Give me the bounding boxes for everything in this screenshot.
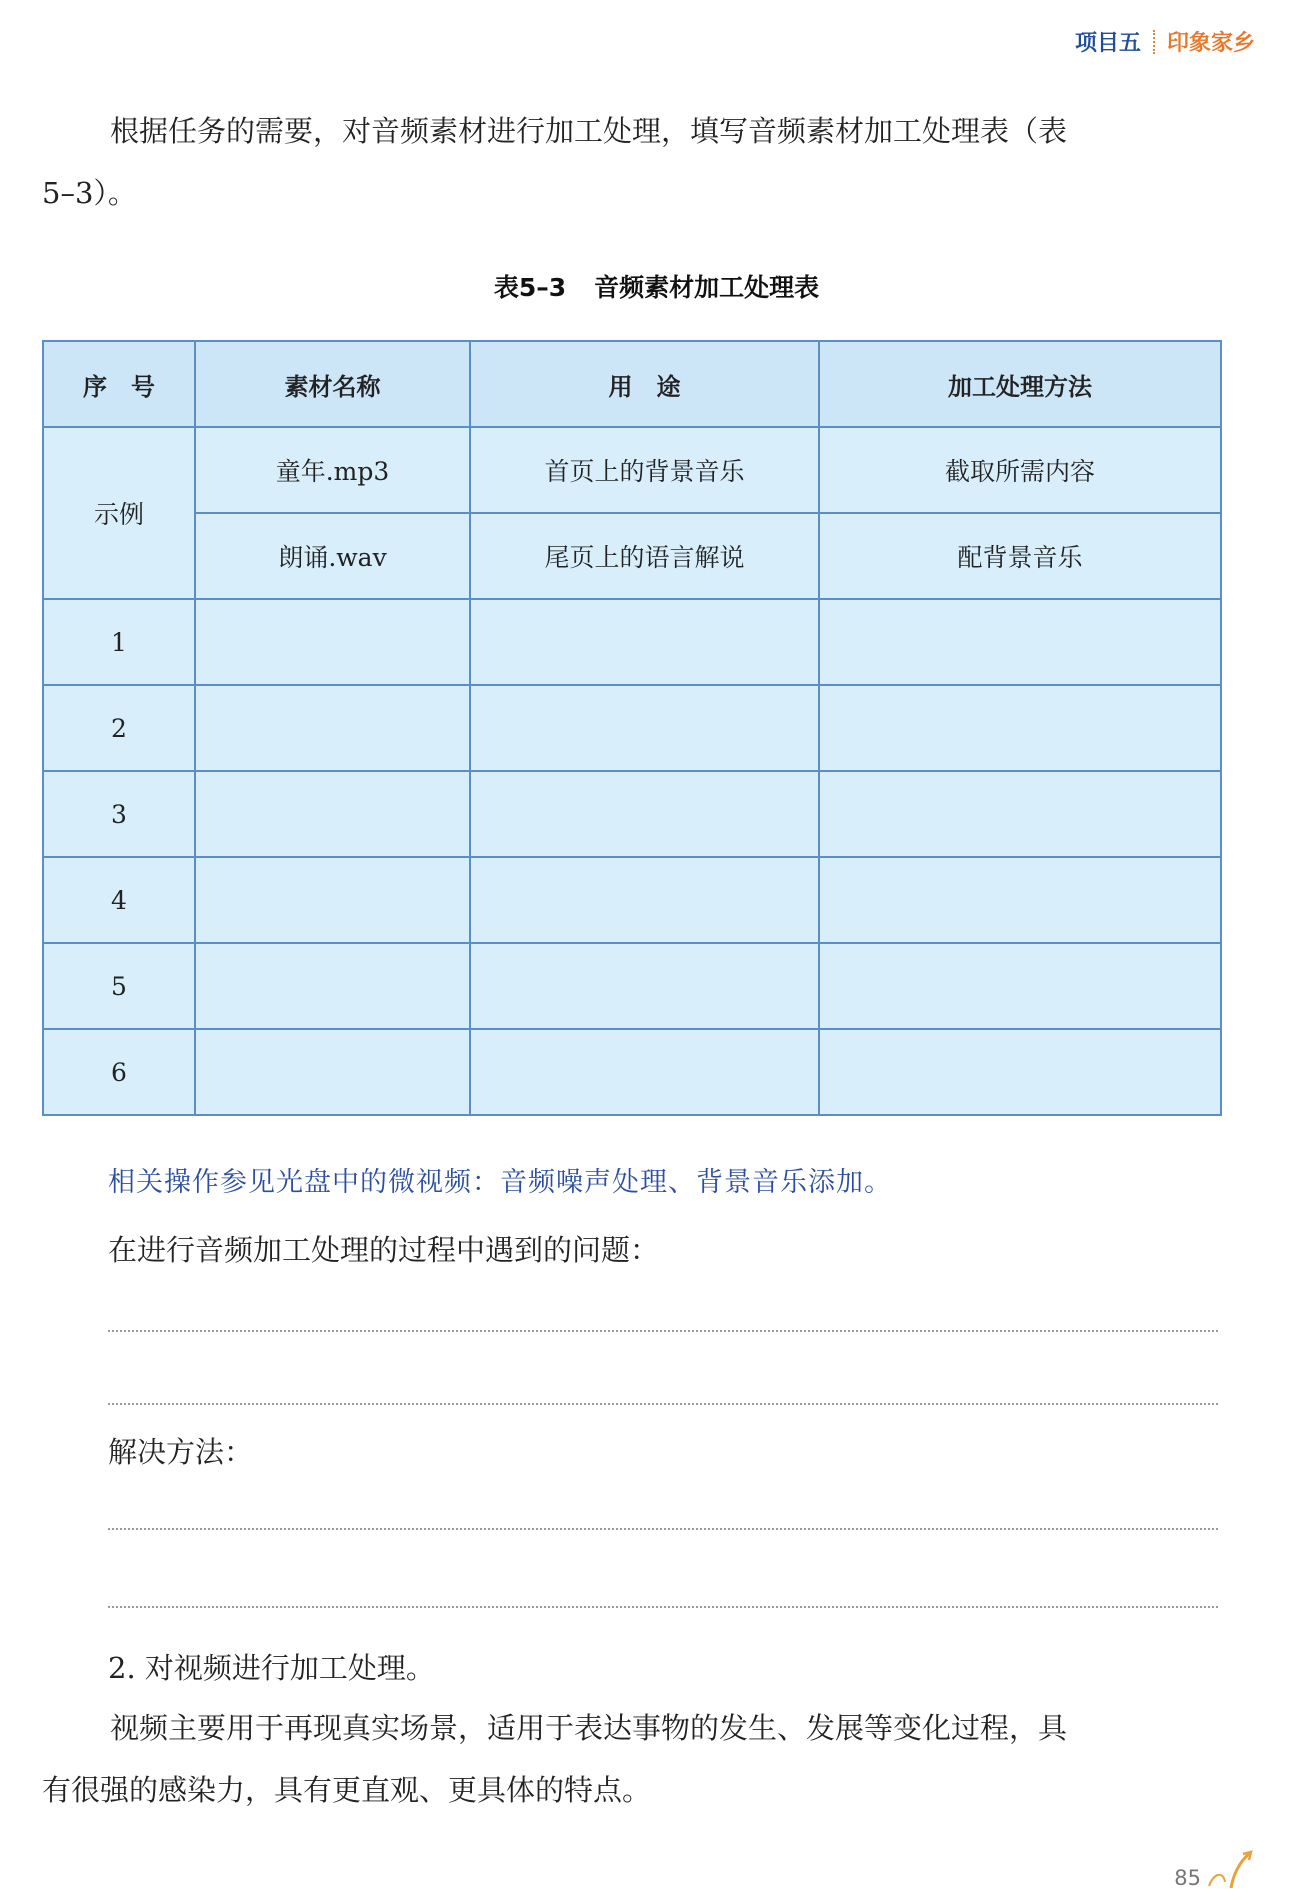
example-label: 示例 [43,427,195,599]
table-row [43,513,1221,599]
page-number: 85 [1174,1866,1201,1890]
blank-cell[interactable] [470,599,819,685]
section-2-line-1: 视频主要用于再现真实场景，适用于表达事物的发生、发展等变化过程，具 [110,1711,1068,1745]
intro-line-1: 根据任务的需要，对音频素材进行加工处理，填写音频素材加工处理表（表 [110,114,1068,148]
header-project: 项目五 [1074,31,1141,56]
header-theme: 印象家乡 [1166,31,1255,56]
solution-label: 解决方法： [108,1435,254,1469]
problems-label: 在进行音频加工处理的过程中遇到的问题： [108,1233,660,1267]
table-row [43,685,1221,771]
blank-cell[interactable] [470,771,819,857]
cell-name: 童年.mp3 [195,427,470,513]
intro-paragraph [42,100,1232,224]
video-reference-note: 相关操作参见光盘中的微视频：音频噪声处理、背景音乐添加。 [108,1167,892,1198]
blank-cell[interactable] [819,857,1221,943]
table-row [43,599,1221,685]
blank-cell[interactable] [195,857,470,943]
cell-method: 配背景音乐 [819,513,1221,599]
table-row [43,857,1221,943]
row-index: 1 [43,599,195,685]
blank-cell[interactable] [819,943,1221,1029]
intro-line-2: 5–3）。 [42,176,137,210]
blank-cell[interactable] [470,685,819,771]
header-material-name: 素材名称 [195,341,470,427]
page-arrow-icon [1203,1848,1257,1890]
answer-line[interactable] [108,1403,1218,1405]
blank-cell[interactable] [819,599,1221,685]
header-purpose: 用 途 [470,341,819,427]
answer-line[interactable] [108,1330,1218,1332]
answer-line[interactable] [108,1606,1218,1608]
row-index: 6 [43,1029,195,1115]
table-row [43,943,1221,1029]
header-method: 加工处理方法 [819,341,1221,427]
cell-method: 截取所需内容 [819,427,1221,513]
table-row [43,1029,1221,1115]
row-index: 3 [43,771,195,857]
section-2-paragraph [42,1697,1232,1821]
blank-cell[interactable] [470,857,819,943]
blank-cell[interactable] [195,1029,470,1115]
table-caption-number: 表5–3 [493,273,567,302]
blank-cell[interactable] [195,685,470,771]
cell-purpose: 尾页上的语言解说 [470,513,819,599]
blank-cell[interactable] [819,685,1221,771]
section-2-line-2: 有很强的感染力，具有更直观、更具体的特点。 [42,1773,652,1807]
section-2-heading: 2. 对视频进行加工处理。 [108,1651,435,1685]
row-index: 5 [43,943,195,1029]
blank-cell[interactable] [819,1029,1221,1115]
cell-name: 朗诵.wav [195,513,470,599]
row-index: 2 [43,685,195,771]
table-header-row [43,341,1221,427]
audio-processing-table [42,340,1222,1116]
blank-cell[interactable] [195,771,470,857]
cell-purpose: 首页上的背景音乐 [470,427,819,513]
answer-line[interactable] [108,1528,1218,1530]
table-row [43,427,1221,513]
header-divider [1153,30,1155,54]
table-row [43,771,1221,857]
table-caption [0,268,1313,304]
table-caption-title: 音频素材加工处理表 [594,273,820,302]
running-header [1075,26,1255,57]
blank-cell[interactable] [195,943,470,1029]
row-index: 4 [43,857,195,943]
header-index: 序 号 [43,341,195,427]
blank-cell[interactable] [470,943,819,1029]
blank-cell[interactable] [819,771,1221,857]
blank-cell[interactable] [195,599,470,685]
blank-cell[interactable] [470,1029,819,1115]
